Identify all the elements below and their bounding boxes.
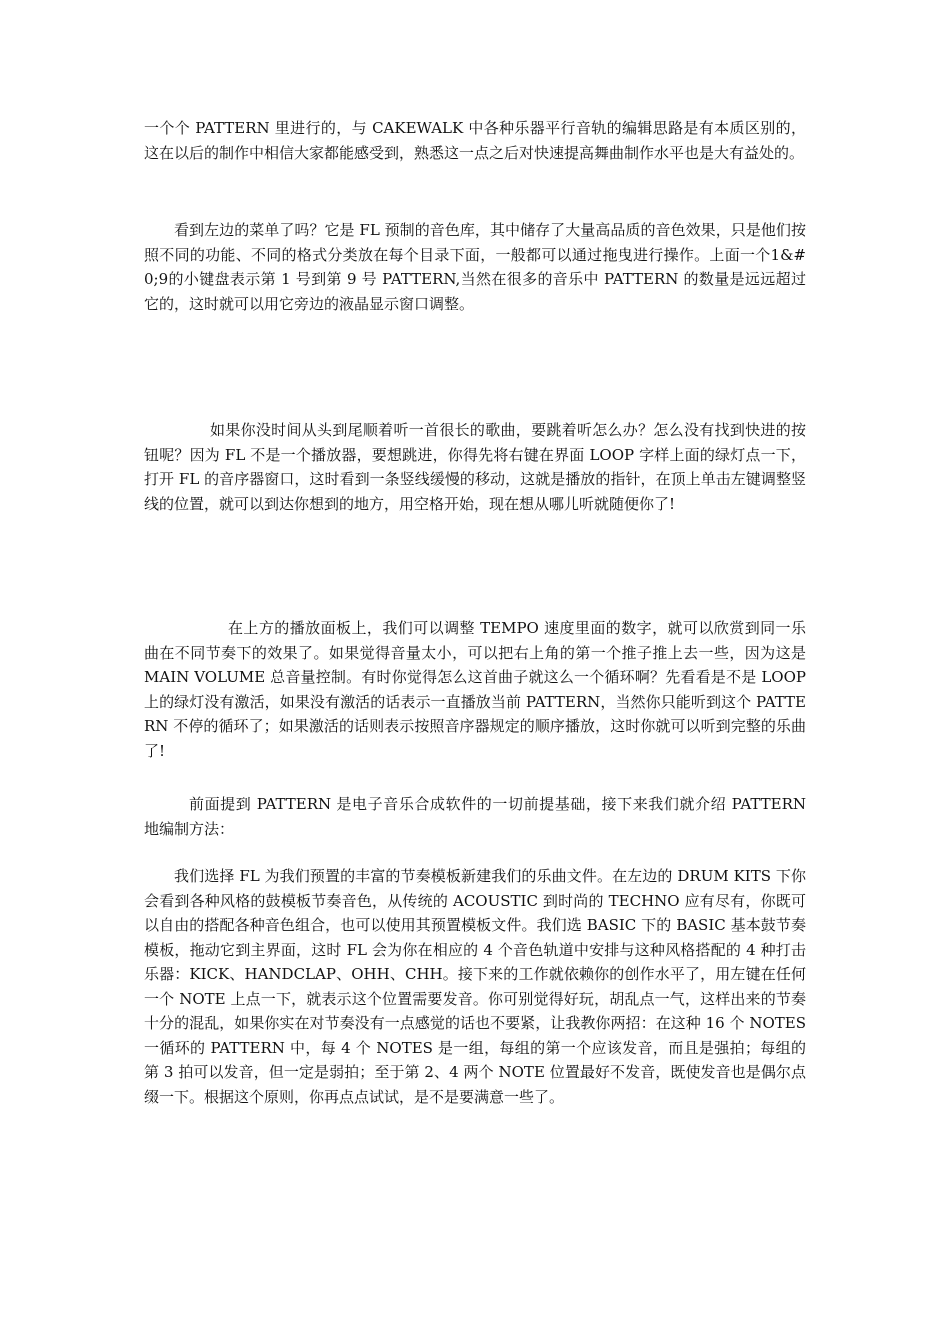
paragraph-sound-library: 看到左边的菜单了吗？它是 FL 预制的音色库，其中储存了大量高品质的音色效果，只是他们按照不同的功能、不同的格式分类放在每个目录下面，一般都可以通过拖曳进行操作。上面一个1&#0;9的小键盘表示第 1 号到第 9 号 PATTERN,当然在很多的音乐中 PATTERN 的数量是远远超过它的，这时就可以用它旁边的液晶显示窗口调整。 [144, 221, 806, 313]
paragraph-pattern-basics: 前面提到 PATTERN 是电子音乐合成软件的一切前提基础，接下来我们就介绍 PATTERN 地编制方法： [144, 795, 806, 838]
paragraph-drum-kits: 我们选择 FL 为我们预置的丰富的节奏模板新建我们的乐曲文件。在左边的 DRUM KITS 下你会看到各种风格的鼓模板节奏音色，从传统的 ACOUSTIC 到时尚的 TECHNO 应有尽有，你既可以自由的搭配各种音色组合，也可以使用其预置模板文件。我们选 BASIC 下的 BASIC 基本鼓节奏模板，拖动它到主界面，这时 FL 会为你在相应的 4 个音色轨道中安排与这种风格搭配的 4 种打击乐器：KICK、HANDCLAP、OHH、CHH。接下来的工作就依赖你的创作水平了，用左键在任何一个 NOTE 上点一下，就表示这个位置需要发音。你可别觉得好玩，胡乱点一气，这样出来的节奏十分的混乱，如果你实在对节奏没有一点感觉的话也不要紧，让我教你两招：在这种 16 个 NOTES 一循环的 PATTERN 中，每 4 个 NOTES 是一组，每组的第一个应该发音，而且是强拍；每组的第 3 拍可以发音，但一定是弱拍；至于第 2、4 两个 NOTE 位置最好不发音，既使发音也是偶尔点缀一下。根据这个原则，你再点点试试，是不是要满意一些了。 [144, 867, 806, 1106]
paragraph-tempo-volume-loop: 在上方的播放面板上，我们可以调整 TEMPO 速度里面的数字，就可以欣赏到同一乐曲在不同节奏下的效果了。如果觉得音量太小，可以把右上角的第一个推子推上去一些，因为这是 MAIN VOLUME 总音量控制。有时你觉得怎么这首曲子就这么一个循环啊？先看看是不是 LOOP 上的绿灯没有激活，如果没有激活的话表示一直播放当前 PATTERN，当然你只能听到这个 PATTERN 不停的循环了；如果激活的话则表示按照音序器规定的顺序播放，这时你就可以听到完整的乐曲了! [144, 619, 806, 760]
paragraph-pattern-intro: 一个个 PATTERN 里进行的，与 CAKEWALK 中各种乐器平行音轨的编辑思路是有本质区别的，这在以后的制作中相信大家都能感受到，熟悉这一点之后对快速提高舞曲制作水平也是大有益处的。 [144, 119, 806, 162]
paragraph-seek-playback: 如果你没时间从头到尾顺着听一首很长的歌曲，要跳着听怎么办？怎么没有找到快进的按钮呢？因为 FL 不是一个播放器，要想跳进，你得先将右键在界面 LOOP 字样上面的绿灯点一下，打开 FL 的音序器窗口，这时看到一条竖线缓慢的移动，这就是播放的指针，在顶上单击左键调整竖线的位置，就可以到达你想到的地方，用空格开始，现在想从哪儿听就随便你了! [144, 421, 806, 513]
